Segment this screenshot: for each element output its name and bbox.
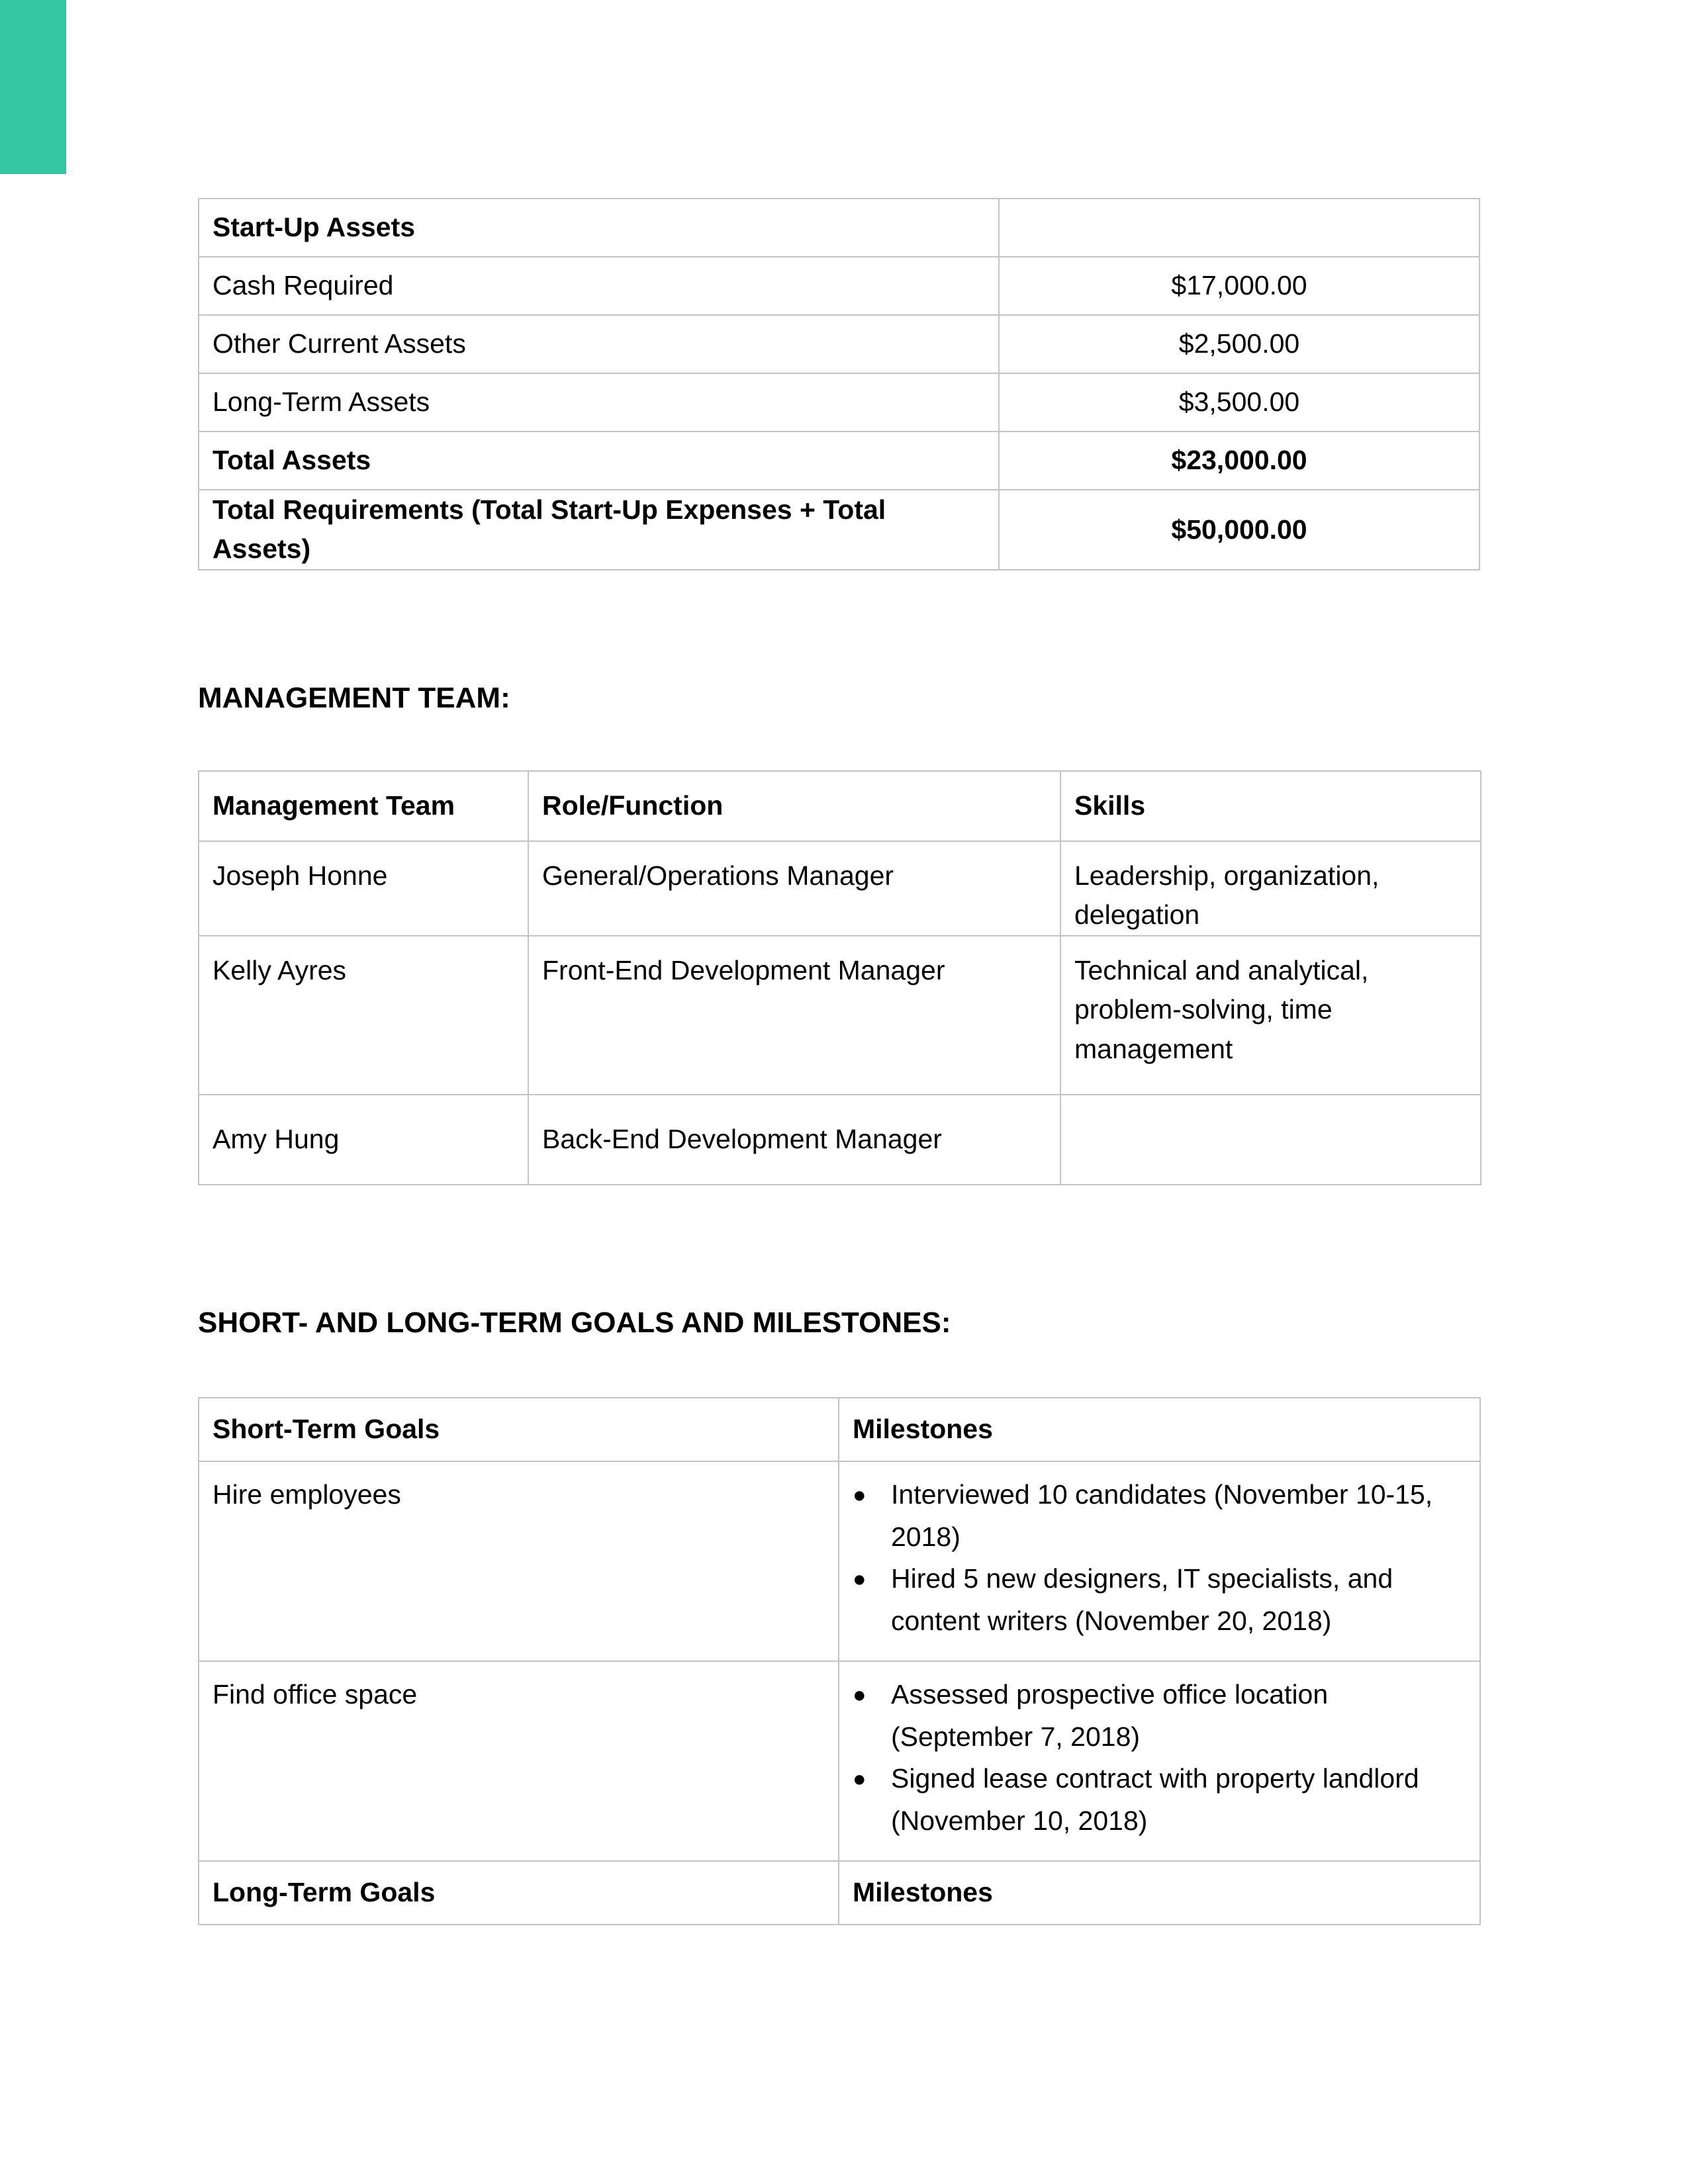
milestone-list: [853, 1474, 1466, 1642]
column-header: Short-Term Goals: [199, 1398, 839, 1461]
asset-value: $2,500.00: [999, 315, 1479, 373]
table-row-total: [199, 490, 1479, 570]
column-header: Milestones: [839, 1398, 1480, 1461]
table-row: [199, 373, 1479, 432]
column-header: Milestones: [839, 1861, 1480, 1925]
member-role: General/Operations Manager: [528, 841, 1060, 936]
member-role: Front-End Development Manager: [528, 936, 1060, 1095]
column-header: Management Team: [199, 771, 528, 841]
table-row: [199, 936, 1481, 1095]
milestone-item: ● Signed lease contract with property landlord (November 10, 2018): [853, 1758, 1466, 1842]
management-table: [198, 770, 1481, 1185]
asset-label: Total Assets: [199, 432, 999, 490]
milestone-item: ● Assessed prospective office location (September 7, 2018): [853, 1674, 1466, 1758]
member-skills: [1060, 1095, 1481, 1185]
section-heading-goals: SHORT- AND LONG-TERM GOALS AND MILESTONES:: [198, 1306, 951, 1339]
table-header-cell: Start-Up Assets: [199, 199, 999, 257]
member-skills: Leadership, organization, delegation: [1060, 841, 1481, 936]
section-heading-management: MANAGEMENT TEAM:: [198, 682, 510, 714]
asset-value: $17,000.00: [999, 257, 1479, 315]
milestones-cell: [839, 1461, 1480, 1661]
goal-text: Find office space: [199, 1661, 839, 1861]
member-name: Joseph Honne: [199, 841, 528, 936]
corner-accent-tab: [0, 0, 66, 174]
asset-label: Other Current Assets: [199, 315, 999, 373]
column-header: Skills: [1060, 771, 1481, 841]
table-header-row: [199, 1398, 1480, 1461]
milestones-cell: [839, 1661, 1480, 1861]
member-name: Amy Hung: [199, 1095, 528, 1185]
milestone-item: ● Interviewed 10 candidates (November 10-15, 2018): [853, 1474, 1466, 1558]
goal-text: Hire employees: [199, 1461, 839, 1661]
table-row: [199, 257, 1479, 315]
startup-assets-table: [198, 198, 1480, 570]
asset-value: $50,000.00: [999, 490, 1479, 570]
member-skills: Technical and analytical, problem-solving, time management: [1060, 936, 1481, 1095]
member-role: Back-End Development Manager: [528, 1095, 1060, 1185]
table-row-total: [199, 432, 1479, 490]
asset-value: $3,500.00: [999, 373, 1479, 432]
column-header: Role/Function: [528, 771, 1060, 841]
table-row: [199, 841, 1481, 936]
table-row: [199, 1461, 1480, 1661]
milestone-item: ● Hired 5 new designers, IT specialists, and content writers (November 20, 2018): [853, 1558, 1466, 1642]
asset-label: Cash Required: [199, 257, 999, 315]
table-header-row: [199, 1861, 1480, 1925]
column-header: Long-Term Goals: [199, 1861, 839, 1925]
asset-label: Long-Term Assets: [199, 373, 999, 432]
asset-value: $23,000.00: [999, 432, 1479, 490]
goals-milestones-table: [198, 1397, 1481, 1925]
table-header-row: [199, 771, 1481, 841]
table-header-row: [199, 199, 1479, 257]
asset-label: Total Requirements (Total Start-Up Expenses + Total Assets): [199, 490, 999, 570]
milestone-list: [853, 1674, 1466, 1842]
table-header-cell: [999, 199, 1479, 257]
member-name: Kelly Ayres: [199, 936, 528, 1095]
table-row: [199, 315, 1479, 373]
table-row: [199, 1095, 1481, 1185]
table-row: [199, 1661, 1480, 1861]
